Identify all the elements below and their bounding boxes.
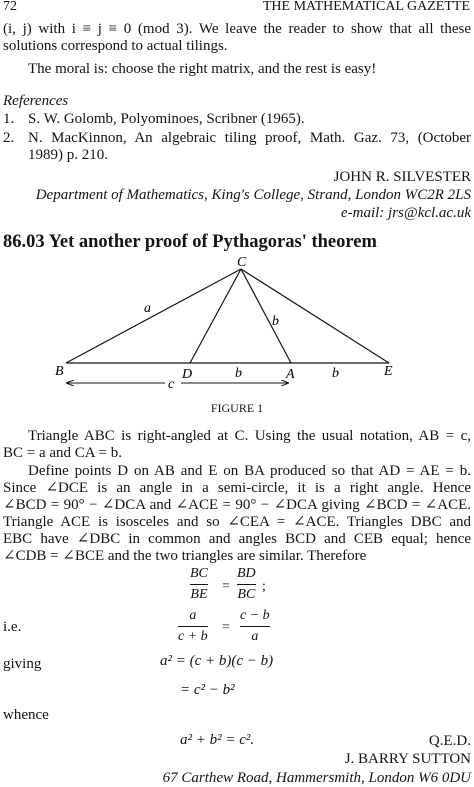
para2-line-5: EBC have ∠DBC in common and angles BCD and CEB equal; hence (3, 531, 471, 547)
eq2-rhs-numerator: c − b (240, 608, 270, 623)
figure-1-diagram (0, 252, 474, 392)
label-d-vertex: D (182, 367, 193, 382)
qed-mark: Q.E.D. (428, 733, 471, 749)
para1-line-2: BC = a and CA = b. (3, 445, 123, 461)
references-heading: References (3, 93, 69, 109)
reference-2-number: 2. (3, 130, 15, 146)
para2-line-1: Define points D on AB and E on BA produced so that AD = AE = b. (28, 463, 471, 479)
side-ce (241, 269, 389, 363)
label-b-segment-2: b (332, 366, 339, 381)
eq1-equals: = (222, 579, 230, 594)
eq1-lhs-numerator: BC (190, 566, 208, 581)
reference-2-line-1: N. MacKinnon, An algebraic tiling proof, Math. Gaz. 73, (October (28, 130, 471, 146)
para2-line-2: Since ∠DCE is an angle in a semi-circle, it is a right angle. Hence (3, 480, 471, 496)
eq1-rhs-denominator: BC (237, 587, 256, 602)
eq1-lhs-fraction (190, 566, 208, 603)
para1-line-1: Triangle ABC is right-angled at C. Using the usual notation, AB = c, (28, 428, 471, 444)
eq2-lhs-numerator: a (189, 608, 197, 623)
address-sutton: 67 Carthew Road, Hammersmith, London W6 0DU (162, 770, 471, 786)
giving-label: giving (3, 656, 42, 672)
label-b-vertex: B (55, 364, 64, 379)
ie-label: i.e. (3, 619, 22, 635)
whence-label: whence (3, 707, 49, 723)
side-bc (66, 269, 241, 363)
eq2-lhs-denominator: c + b (178, 629, 208, 644)
eq3: a² = (c + b)(c − b) (160, 653, 274, 669)
eq1-rhs-numerator: BD (237, 566, 256, 581)
eq2-rhs-denominator: a (251, 629, 259, 644)
moral-sentence: The moral is: choose the right matrix, and the rest is easy! (28, 61, 377, 77)
eq2-lhs-fraction (178, 608, 208, 645)
label-c-length: c (168, 377, 175, 392)
author-silvester: JOHN R. SILVESTER (333, 169, 471, 185)
eq2-rhs-fraction (240, 608, 270, 645)
affiliation-silvester: Department of Mathematics, King's College, Strand, London WC2R 2LS (35, 187, 471, 203)
author-sutton: J. BARRY SUTTON (344, 751, 471, 767)
reference-1: S. W. Golomb, Polyominoes, Scribner (1965). (28, 111, 305, 127)
eq1-lhs-denominator: BE (190, 587, 208, 602)
page-number: 72 (3, 0, 17, 14)
eq2-equals: = (222, 620, 230, 635)
running-head: THE MATHEMATICAL GAZETTE (262, 0, 470, 14)
email-silvester: e-mail: jrs@kcl.ac.uk (340, 205, 471, 221)
para2-line-3: ∠BCD = 90° − ∠DCA and ∠ACE = 90° − ∠DCA giving ∠BCD = ∠ACE. (3, 497, 471, 513)
label-b-segment-1: b (235, 366, 242, 381)
label-b-side: b (272, 314, 279, 329)
label-a-side: a (144, 301, 151, 316)
para2-line-4: Triangle ACE is isosceles and so ∠CEA = ∠ACE. Triangles DBC and (3, 514, 471, 530)
eq1-semicolon: ; (262, 579, 266, 594)
label-e-vertex: E (384, 364, 393, 379)
eq4: = c² − b² (180, 682, 235, 698)
eq5: a² + b² = c². (180, 732, 255, 748)
figure-caption: FIGURE 1 (210, 401, 264, 415)
prev-text-line-2: solutions correspond to actual tilings. (3, 38, 228, 54)
article-title: 86.03 Yet another proof of Pythagoras' theorem (3, 232, 377, 252)
eq1-rhs-fraction (237, 566, 256, 603)
side-ca (241, 269, 291, 363)
para2-line-6: ∠CDB = ∠BCE and the two triangles are similar. Therefore (3, 548, 367, 564)
prev-text-line-1: (i, j) with i ≡ j ≡ 0 (mod 3). We leave the reader to show that all these (3, 21, 471, 37)
reference-2-line-2: 1989) p. 210. (28, 147, 108, 163)
label-c-vertex: C (237, 255, 247, 270)
reference-1-number: 1. (3, 111, 15, 127)
label-a-vertex: A (286, 367, 295, 382)
